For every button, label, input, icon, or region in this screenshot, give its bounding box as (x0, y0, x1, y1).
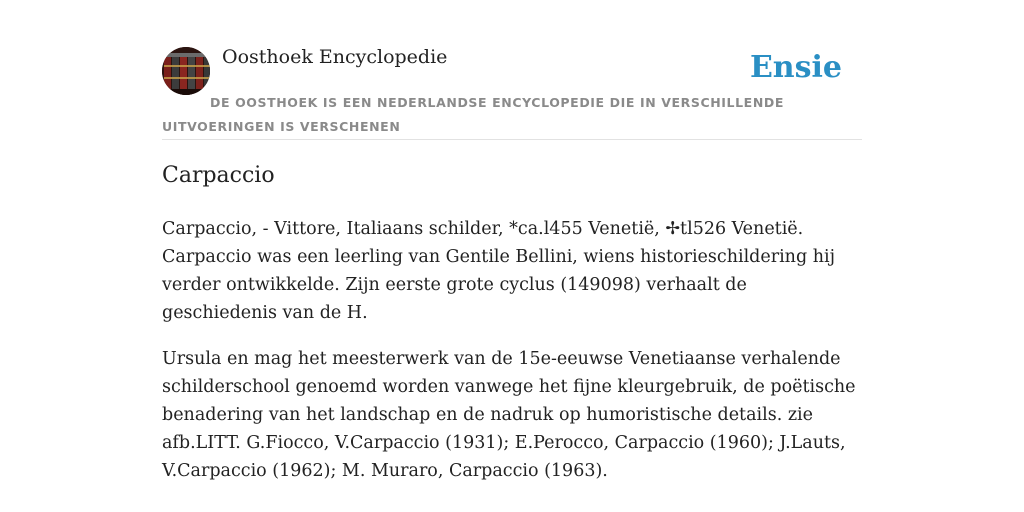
site-tagline: DE OOSTHOEK IS EEN NEDERLANDSE ENCYCLOPEDIE DIE IN VERSCHILLENDE UITVOERINGEN IS VERSCHENEN (162, 95, 784, 134)
brand-logo-link[interactable]: Ensie (749, 50, 842, 85)
page-container (162, 0, 862, 481)
article-body (162, 215, 862, 503)
book-spines-icon[interactable] (162, 47, 210, 95)
article-paragraph: Ursula en mag het meesterwerk van de 15e-eeuwse Venetiaanse verhalende schilderschool genoemd worden vanwege het fijne kleurgebruik, de poëtische benadering van het landschap en de nadruk op humoristische details. zie afb.LITT. G.Fiocco, V.Carpaccio (1931); E.Perocco, Carpaccio (1960); J.Lauts, V.Carpaccio (1962); M. Muraro, Carpaccio (1963). (162, 349, 856, 481)
site-header (162, 0, 862, 140)
site-title[interactable]: Oosthoek Encyclopedie (222, 46, 448, 68)
article-title: Carpaccio (162, 163, 275, 188)
article-paragraph: Carpaccio, - Vittore, Italiaans schilder, *ca.l455 Venetië, ✢tl526 Venetië. Carpaccio was een leerling van Gentile Bellini, wiens historieschildering hij verder ontwikkelde. Zijn eerste grote cyclus (149098) verhaalt de geschiedenis van de H. (162, 219, 836, 323)
